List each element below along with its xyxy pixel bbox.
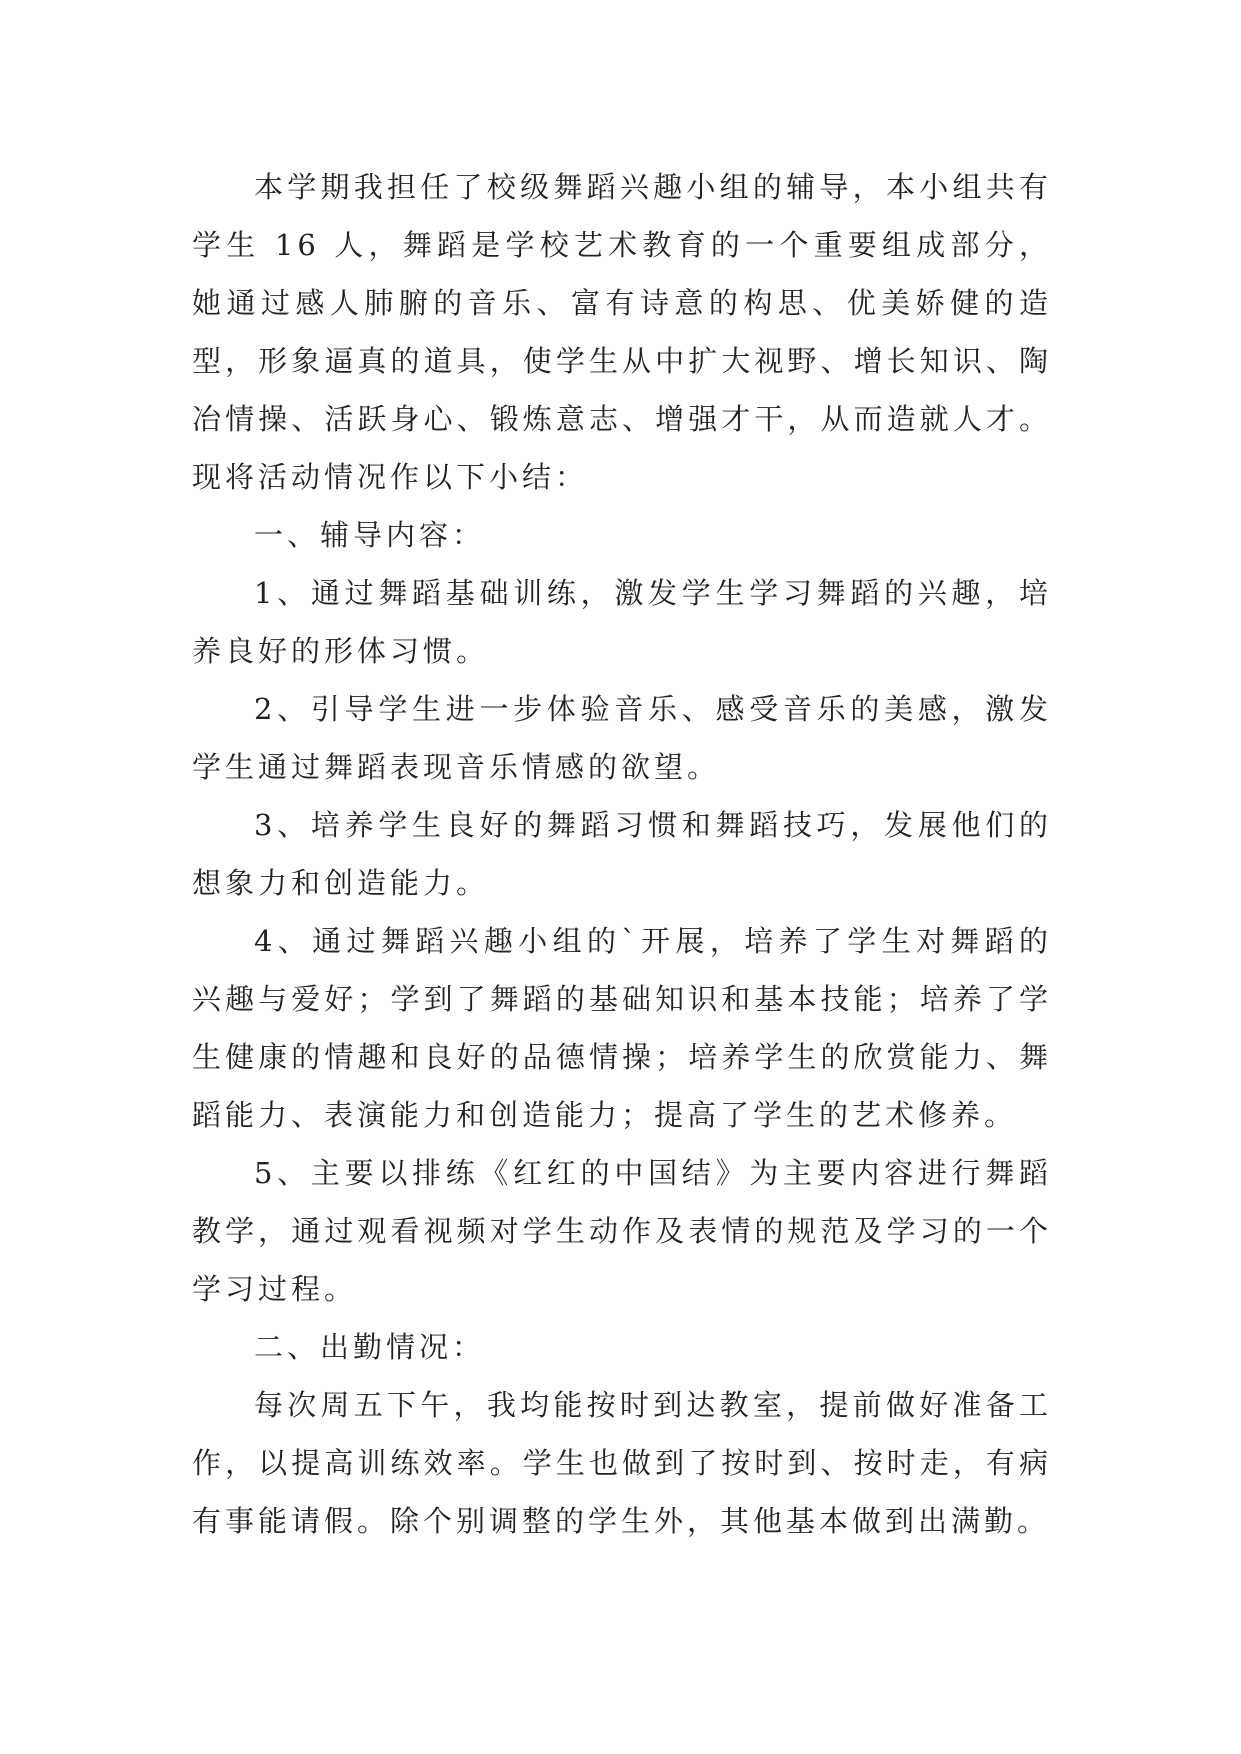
section-heading-attendance: 二、出勤情况：	[254, 1330, 486, 1364]
document-body	[192, 158, 1052, 1550]
section-heading-content: 一、辅导内容：	[254, 518, 486, 552]
paragraph-attendance: 每次周五下午，我均能按时到达教室，提前做好准备工作，以提高训练效率。学生也做到了按时到、按时走，有病有事能请假。除个别调整的学生外，其他基本做到出满勤。	[192, 1388, 1052, 1538]
paragraph-intro: 本学期我担任了校级舞蹈兴趣小组的辅导，本小组共有学生 16 人，舞蹈是学校艺术教育的一个重要组成部分，她通过感人肺腑的音乐、富有诗意的构思、优美娇健的造型，形象逼真的道具，使学生从中扩大视野、增长知识、陶冶情操、活跃身心、锻炼意志、增强才干，从而造就人才。现将活动情况作以下小结：	[192, 170, 1052, 494]
paragraph-item-4: 4、通过舞蹈兴趣小组的`开展，培养了学生对舞蹈的兴趣与爱好；学到了舞蹈的基础知识和基本技能；培养了学生健康的情趣和良好的品德情操；培养学生的欣赏能力、舞蹈能力、表演能力和创造能力；提高了学生的艺术修养。	[192, 924, 1052, 1132]
paragraph-item-1: 1、通过舞蹈基础训练，激发学生学习舞蹈的兴趣，培养良好的形体习惯。	[192, 576, 1052, 668]
paragraph-item-5: 5、主要以排练《红红的中国结》为主要内容进行舞蹈教学，通过观看视频对学生动作及表情的规范及学习的一个学习过程。	[192, 1156, 1052, 1306]
paragraph-item-3: 3、培养学生良好的舞蹈习惯和舞蹈技巧，发展他们的想象力和创造能力。	[192, 808, 1052, 900]
paragraph-item-2: 2、引导学生进一步体验音乐、感受音乐的美感，激发学生通过舞蹈表现音乐情感的欲望。	[192, 692, 1052, 784]
